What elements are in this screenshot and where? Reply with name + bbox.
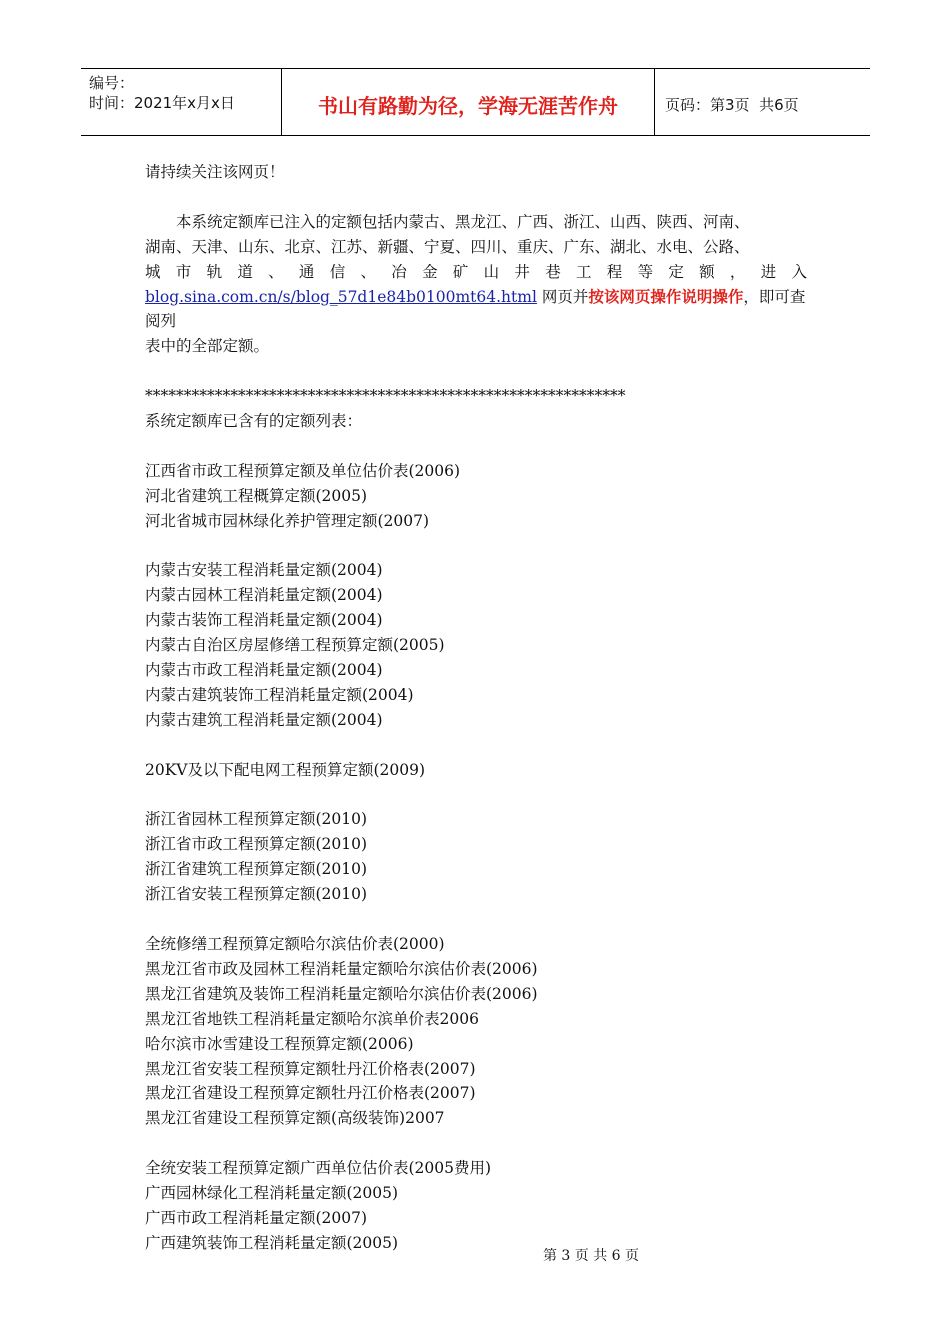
list-item: 哈尔滨市冰雪建设工程预算定额(2006) [145,1034,414,1053]
separator-line: ************************************************************** [145,387,626,406]
quota-group-6 [145,1156,807,1256]
quota-group-4 [145,807,807,907]
intro-line-4 [145,285,807,335]
spacer [145,1131,807,1156]
list-item: 全统安装工程预算定额广西单位估价表(2005费用) [145,1159,492,1178]
page-footer [0,1245,950,1265]
list-item: 浙江省建筑工程预算定额(2010) [145,860,368,879]
quota-group-3 [145,758,807,783]
list-item: 内蒙古安装工程消耗量定额(2004) [145,561,383,580]
list-item: 内蒙古装饰工程消耗量定额(2004) [145,611,383,630]
spacer [145,783,807,808]
header-motto [282,69,655,135]
page-header [81,68,870,136]
list-item: 内蒙古建筑工程消耗量定额(2004) [145,710,383,729]
footer-page-number: 第 3 页 共 6 页 [542,1248,640,1264]
after-link-text: 网页并 [541,287,589,306]
spacer [145,534,807,559]
header-page-info [655,69,870,135]
spacer [145,185,807,210]
list-item: 内蒙古园林工程消耗量定额(2004) [145,586,383,605]
list-item: 黑龙江省市政及园林工程消耗量定额哈尔滨估价表(2006) [145,959,538,978]
spacer [145,733,807,758]
after-highlight-text: ，即可查阅列 [145,287,806,331]
quota-group-1 [145,459,807,534]
list-item: 黑龙江省建筑及装饰工程消耗量定额哈尔滨估价表(2006) [145,984,538,1003]
list-item: 河北省城市园林绿化养护管理定额(2007) [145,511,430,530]
intro-line-3: 城 市 轨 道 、 通 信 、 冶 金 矿 山 井 巷 工 程 等 定 额 ， 进 入 [145,262,808,281]
list-item: 内蒙古建筑装饰工程消耗量定额(2004) [145,685,414,704]
list-item: 黑龙江省地铁工程消耗量定额哈尔滨单价表2006 [145,1009,479,1028]
list-item: 江西省市政工程预算定额及单位估价表(2006) [145,461,461,480]
blog-link[interactable]: blog.sina.com.cn/s/blog_57d1e84b0100mt64.html [145,287,537,306]
list-item: 河北省建筑工程概算定额(2005) [145,486,368,505]
motto-text: 书山有路勤为径，学海无涯苦作舟 [318,93,618,118]
list-item: 浙江省市政工程预算定额(2010) [145,835,368,854]
intro-line-1: 本系统定额库已注入的定额包括内蒙古、黑龙江、广西、浙江、山西、陕西、河南、 [176,212,750,231]
list-item: 内蒙古自治区房屋修缮工程预算定额(2005) [145,636,445,655]
header-meta [81,69,282,135]
quota-group-5 [145,932,807,1131]
page-info-text: 页码：第3页 共6页 [665,95,799,114]
intro-line-5: 表中的全部定额。 [145,337,270,356]
document-body [145,160,807,1256]
list-item: 广西园林绿化工程消耗量定额(2005) [145,1184,399,1203]
intro-paragraph [145,210,807,359]
list-item: 黑龙江省建设工程预算定额牡丹江价格表(2007) [145,1084,476,1103]
number-label: 编号： [89,74,135,92]
list-item: 黑龙江省建设工程预算定额(高级装饰)2007 [145,1109,445,1128]
list-item: 浙江省园林工程预算定额(2010) [145,810,368,829]
list-title: 系统定额库已含有的定额列表： [145,412,363,431]
list-item: 全统修缮工程预算定额哈尔滨估价表(2000) [145,934,445,953]
list-item: 广西市政工程消耗量定额(2007) [145,1208,368,1227]
spacer [145,907,807,932]
time-label: 时间：2021年x月x日 [89,94,235,112]
list-item: 内蒙古市政工程消耗量定额(2004) [145,661,383,680]
instruction-highlight: 按该网页操作说明操作 [588,287,744,306]
spacer [145,434,807,459]
list-item: 黑龙江省安装工程预算定额牡丹江价格表(2007) [145,1059,476,1078]
list-item: 20KV及以下配电网工程预算定额(2009) [145,760,426,779]
list-item: 浙江省安装工程预算定额(2010) [145,885,368,904]
list-item: 广西建筑装饰工程消耗量定额(2005) [145,1233,399,1252]
intro-line-2: 湖南、天津、山东、北京、江苏、新疆、宁夏、四川、重庆、广东、湖北、水电、公路、 [145,237,750,256]
spacer [145,359,807,384]
quota-group-2 [145,558,807,732]
notice-text: 请持续关注该网页！ [145,163,285,181]
